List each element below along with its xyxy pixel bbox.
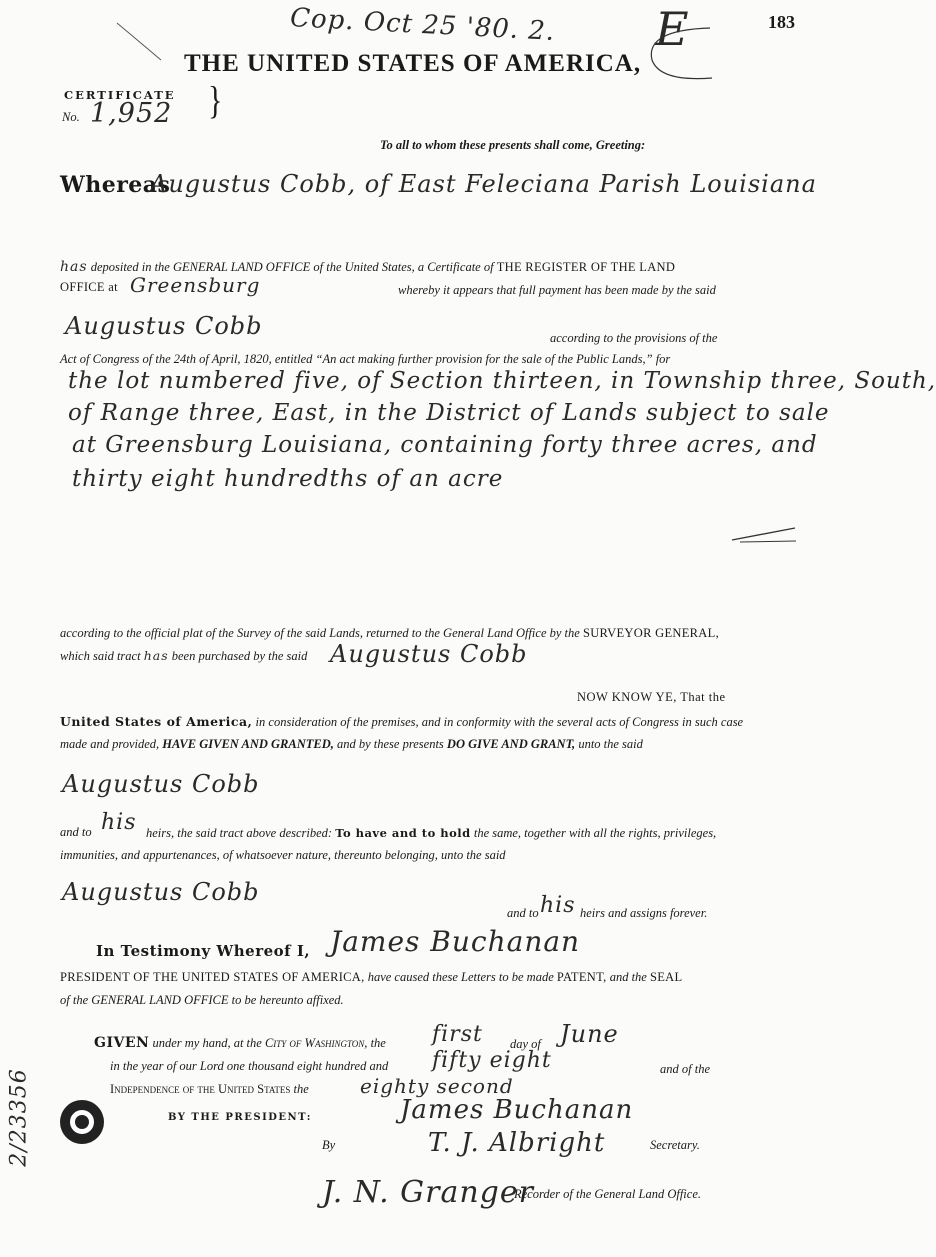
text-official-plat: according to the official plat of the Survey of the said Lands, returned to the General Land Office by the bbox=[60, 626, 580, 640]
page-number: 183 bbox=[768, 12, 795, 32]
text-given: GIVEN bbox=[94, 1035, 150, 1051]
description-line-1: the lot numbered five, of Section thirteen, in Township three, South, bbox=[68, 368, 936, 394]
description-line-2: of Range three, East, in the District of Lands subject to sale bbox=[68, 400, 830, 426]
text-made-and-provided: made and provided, bbox=[60, 737, 160, 751]
text-in-testimony: In Testimony Whereof I, bbox=[96, 942, 311, 960]
text-the-2: the bbox=[293, 1082, 309, 1096]
text-day-of: day of bbox=[510, 1037, 541, 1051]
s-suffix: s bbox=[79, 259, 88, 275]
text-the-same: the same, together with all the rights, privileges, bbox=[473, 826, 717, 840]
text-affixed: to be hereunto affixed. bbox=[231, 993, 344, 1007]
text-have-caused: have caused these Letters to be made bbox=[367, 970, 554, 984]
text-under-my-hand: under my hand, at the bbox=[152, 1036, 262, 1050]
grantee-name-1: Augustus Cobb bbox=[65, 312, 263, 340]
description-line-3: at Greensburg Louisiana, containing forty three acres, and bbox=[72, 432, 818, 458]
ha-text-2: ha bbox=[143, 648, 162, 663]
grantee-line: Augustus Cobb, of East Feleciana Parish Louisiana bbox=[150, 170, 817, 198]
text-glo-2: GENERAL LAND OFFICE bbox=[91, 993, 229, 1007]
text-to-have: To have and to hold bbox=[335, 826, 471, 840]
text-whereby: whereby it appears that full payment has been made by the said bbox=[398, 283, 716, 297]
text-year-of-lord: in the year of our Lord one thousand eight hundred and bbox=[110, 1059, 389, 1073]
month-value: June bbox=[560, 1020, 619, 1048]
s-suffix-2: s bbox=[161, 648, 169, 663]
text-act-of-congress: Act of Congress of the 24th of April, 1820, entitled “An act making further provision for the sale of the Public Lands,” for bbox=[60, 352, 671, 366]
text-of-us: of the United States, a bbox=[313, 260, 425, 274]
text-certificate-of: Certificate of bbox=[427, 260, 494, 274]
greeting: To all to whom these presents shall come, Greeting: bbox=[380, 138, 646, 152]
text-city-washington: City of Washington, bbox=[264, 1036, 368, 1050]
text-patent: PATENT, bbox=[556, 970, 607, 984]
corner-mark bbox=[115, 18, 165, 63]
text-glo: GENERAL LAND OFFICE bbox=[172, 260, 311, 274]
copy-annotation: Cop. Oct 25 '80. 2. bbox=[289, 3, 556, 47]
text-surveyor-general: SURVEYOR GENERAL, bbox=[582, 626, 719, 640]
text-which-said: which said tract bbox=[60, 649, 141, 663]
text-heirs-assigns: heirs and assigns forever. bbox=[580, 906, 708, 920]
text-now-know-ye: NOW KNOW YE, That the bbox=[577, 690, 726, 704]
text-seal: SEAL bbox=[649, 970, 683, 984]
text-and-to: and to bbox=[60, 825, 92, 839]
recorder-signature: J. N. Granger bbox=[322, 1175, 534, 1210]
text-secretary: Secretary. bbox=[650, 1138, 700, 1152]
his-text-1: his bbox=[101, 810, 137, 835]
seal-icon bbox=[60, 1100, 104, 1144]
text-independence: Independence of the United States bbox=[110, 1082, 291, 1096]
text-unto-said: unto the said bbox=[578, 737, 643, 751]
description-line-4: thirty eight hundredths of an acre bbox=[72, 466, 504, 492]
year-value: fifty eight bbox=[432, 1048, 552, 1073]
no-label: No. bbox=[62, 110, 80, 124]
president-signature: James Buchanan bbox=[400, 1095, 634, 1125]
text-immunities: immunities, and appurtenances, of whatsoever nature, thereunto belonging, unto the said bbox=[60, 848, 506, 862]
text-according: according to the provisions of the bbox=[550, 331, 718, 345]
his-text-2: his bbox=[540, 893, 576, 918]
ha-text: ha bbox=[60, 259, 80, 275]
text-recorder: Recorder of the General Land Office. bbox=[514, 1187, 701, 1201]
text-register: THE REGISTER OF THE LAND bbox=[496, 260, 676, 274]
text-of-the: of the bbox=[60, 993, 89, 1007]
text-do-give: DO GIVE AND GRANT, bbox=[446, 737, 576, 751]
whereas-word: Whereas bbox=[60, 172, 171, 198]
text-and-by-presents: and by these presents bbox=[336, 737, 444, 751]
margin-number: 2/23356 bbox=[6, 1068, 32, 1167]
text-deposited: deposited in the bbox=[90, 260, 170, 274]
text-by-president: BY THE PRESIDENT: bbox=[168, 1112, 312, 1123]
independence-year: eighty second bbox=[360, 1074, 514, 1098]
grantee-name-2: Augustus Cobb bbox=[330, 640, 528, 668]
certificate-label: CERTIFICATE bbox=[64, 88, 176, 102]
text-and-to-2: and to bbox=[507, 906, 539, 920]
brace: } bbox=[208, 79, 223, 123]
grantee-name-4: Augustus Cobb bbox=[62, 878, 260, 906]
president-name: James Buchanan bbox=[330, 925, 581, 958]
text-by: By bbox=[322, 1138, 336, 1152]
text-purchased: been purchased by the said bbox=[171, 649, 308, 663]
text-have-given: HAVE GIVEN AND GRANTED, bbox=[162, 737, 334, 751]
page-title: THE UNITED STATES OF AMERICA, bbox=[184, 50, 642, 77]
text-the-1: the bbox=[370, 1036, 386, 1050]
text-consideration: in consideration of the premises, and in conformity with the several acts of Congress in such case bbox=[255, 715, 744, 729]
text-heirs-tract: heirs, the said tract above described: bbox=[146, 826, 333, 840]
text-office-at: OFFICE at bbox=[60, 280, 118, 294]
land-office-location: Greensburg bbox=[130, 273, 261, 297]
day-value: first bbox=[432, 1022, 483, 1047]
text-united-states: United States of America, bbox=[60, 714, 253, 729]
text-president-of: PRESIDENT OF THE UNITED STATES OF AMERICA, bbox=[60, 970, 365, 984]
grantee-name-3: Augustus Cobb bbox=[62, 770, 260, 798]
secretary-signature: T. J. Albright bbox=[428, 1128, 606, 1158]
text-and-the: and the bbox=[609, 970, 647, 984]
corner-loop bbox=[640, 20, 720, 90]
corner-letter: E bbox=[655, 2, 690, 56]
text-and-of-the: and of the bbox=[660, 1062, 710, 1076]
margin-dash bbox=[730, 520, 800, 550]
certificate-number: 1,952 bbox=[90, 98, 173, 129]
